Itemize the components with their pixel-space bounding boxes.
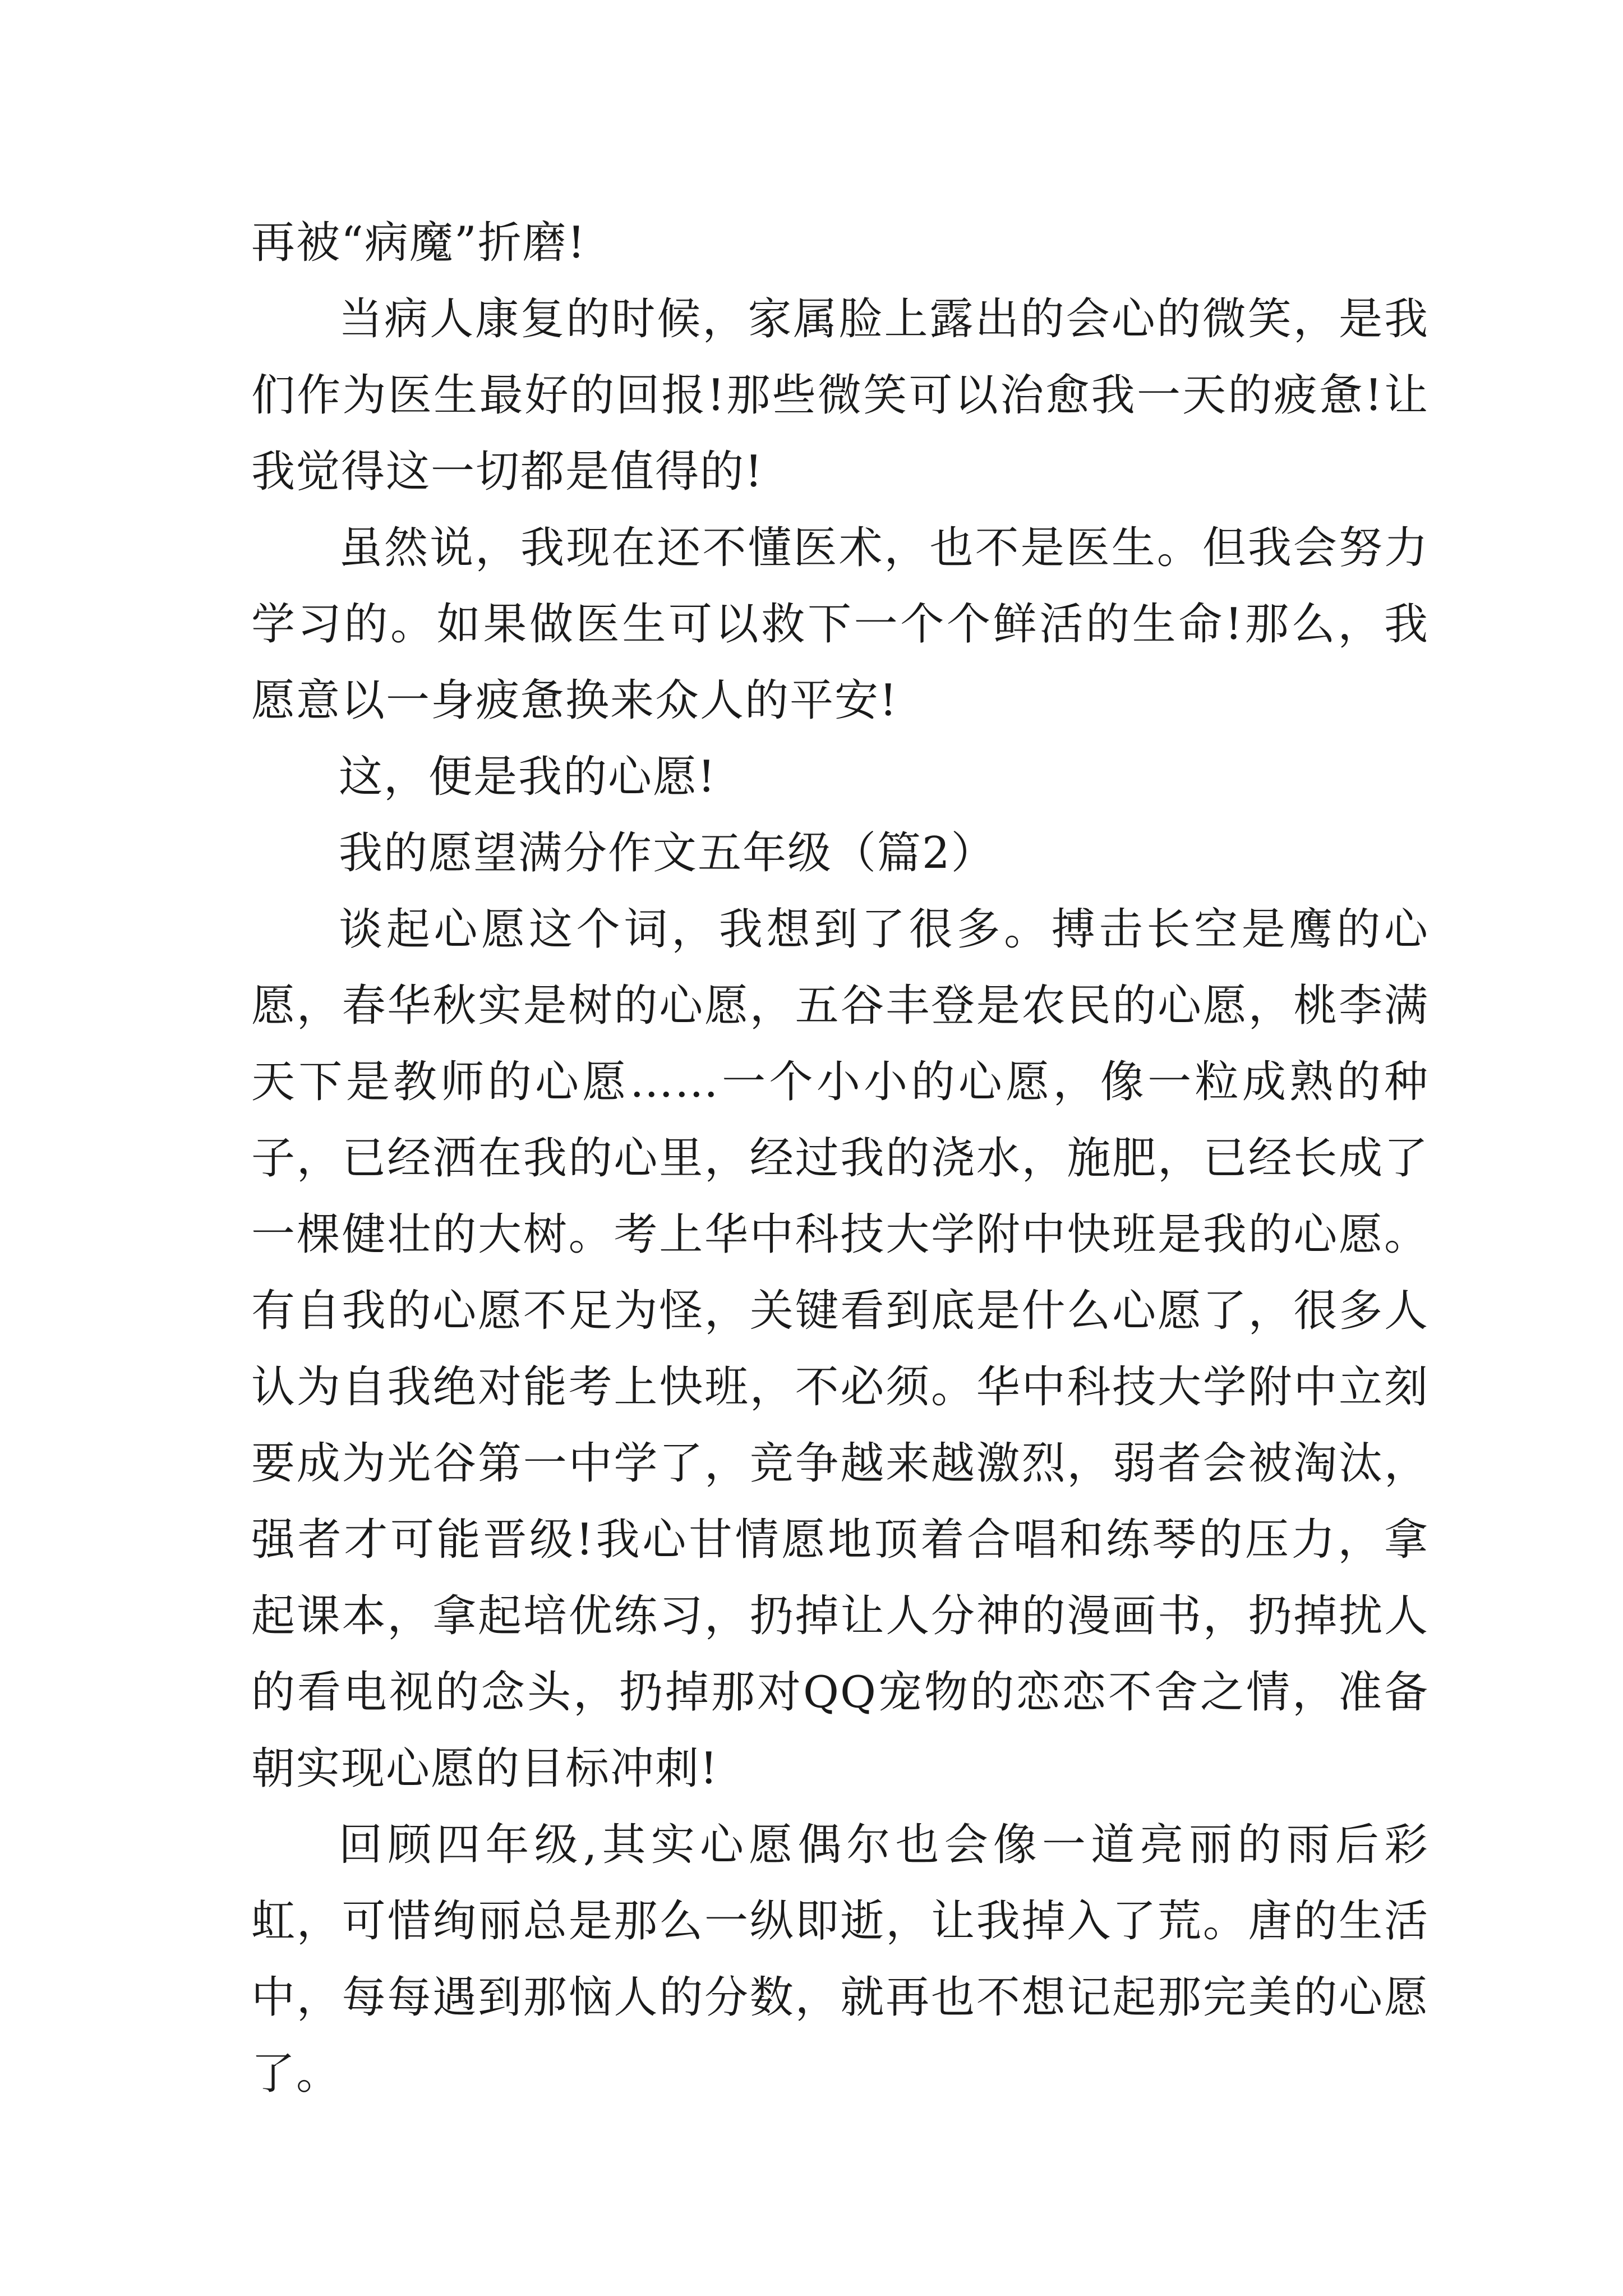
- section-heading: 我的愿望满分作文五年级（篇2）: [339, 828, 996, 878]
- paragraph-4: 这，便是我的心愿!: [339, 752, 717, 802]
- paragraph-2: 当病人康复的时候，家属脸上露出的会心的微笑，是我们作为医生最好的回报!那些微笑可以治愈我一天的疲惫!让我觉得这一切都是值得的!: [251, 294, 1429, 497]
- paragraph-5: 谈起心愿这个词，我想到了很多。搏击长空是鹰的心愿，春华秋实是树的心愿，五谷丰登是农民的心愿，桃李满天下是教师的心愿……一个小小的心愿，像一粒成熟的种子，已经洒在我的心里，经过我的浇水，施肥，已经长成了一棵健壮的大树。考上华中科技大学附中快班是我的心愿。有自我的心愿不足为怪，关键看到底是什么心愿了，很多人认为自我绝对能考上快班，不必须。华中科技大学附中立刻要成为光谷第一中学了，竞争越来越激烈，弱者会被淘汰，强者才可能晋级!我心甘情愿地顶着合唱和练琴的压力，拿起课本，拿起培优练习，扔掉让人分神的漫画书，扔掉扰人的看电视的念头，扔掉那对QQ宠物的恋恋不舍之情，准备朝实现心愿的目标冲刺!: [251, 904, 1429, 1794]
- paragraph-3: 虽然说，我现在还不懂医术，也不是医生。但我会努力学习的。如果做医生可以救下一个个鲜活的生命!那么，我愿意以一身疲惫换来众人的平安!: [251, 523, 1429, 726]
- paragraph-1: 再被“病魔”折磨!: [251, 218, 587, 268]
- paragraph-6: 回顾四年级,其实心愿偶尔也会像一道亮丽的雨后彩虹，可惜绚丽总是那么一纵即逝，让我掉入了荒。唐的生活中，每每遇到那恼人的分数，就再也不想记起那完美的心愿了。: [251, 1820, 1429, 2099]
- document-body: [251, 205, 1429, 2112]
